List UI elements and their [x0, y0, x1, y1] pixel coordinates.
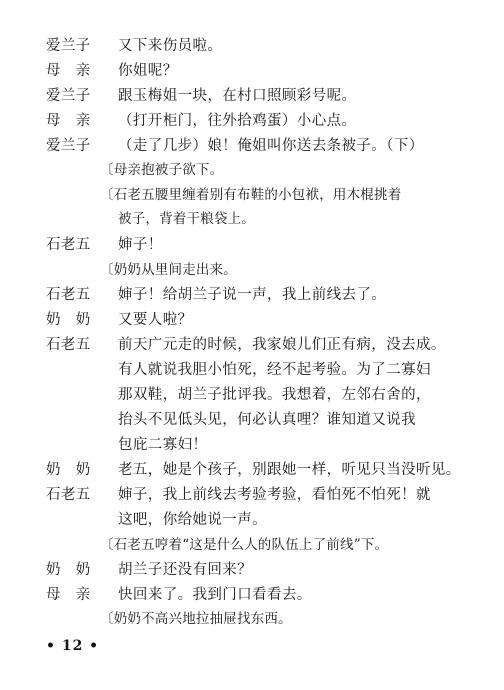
speaker-name: 奶 奶: [46, 462, 91, 478]
dialogue-line: 又下来伤员啦。: [118, 38, 223, 54]
dialogue-line: 这吧，你给她说一声。: [118, 512, 267, 528]
speaker-name: 母 亲: [46, 63, 91, 79]
speaker-name: 奶 奶: [46, 312, 91, 328]
dialogue-line: （走了几步）娘！俺姐叫你送去条被子。（下）: [118, 138, 424, 154]
dialogue-line: 有人就说我胆小怕死，经不起考验。为了二寡妇: [118, 362, 431, 378]
stage-direction: 〔奶奶从里间走出来。: [100, 262, 237, 278]
page-number: • 12 •: [46, 638, 100, 654]
stage-direction: 被子，背着干粮袋上。: [118, 211, 255, 227]
dialogue-line: （打开柜门，往外拾鸡蛋）小心点。: [118, 113, 357, 129]
dialogue-line: 快回来了。我到门口看看去。: [118, 587, 312, 603]
dialogue-line: 你姐呢？: [118, 63, 178, 79]
stage-direction: 〔母亲抱被子欲下。: [100, 162, 224, 178]
speaker-name: 爱兰子: [46, 38, 91, 54]
dialogue-line: 那双鞋，胡兰子批评我。我想着，左邻右舍的，: [118, 387, 431, 403]
dialogue-line: 前天广元走的时候，我家娘儿们正有病，没去成。: [118, 337, 446, 353]
dialogue-line: 婶子，我上前线去考验考验，看怕死不怕死！就: [118, 487, 431, 503]
speaker-name: 母 亲: [46, 587, 91, 603]
speaker-name: 爱兰子: [46, 88, 91, 104]
stage-direction: 〔石老五腰里缠着别有布鞋的小包袱，用木棍挑着: [100, 187, 402, 203]
dialogue-line: 老五，她是个孩子，别跟她一样，听见只当没听见。: [118, 462, 461, 478]
dialogue-line: 跟玉梅姐一块，在村口照顾彩号呢。: [118, 88, 357, 104]
dialogue-line: 婶子！给胡兰子说一声，我上前线去了。: [118, 287, 387, 303]
stage-direction: 〔奶奶不高兴地拉抽屉找东西。: [100, 611, 292, 627]
speaker-name: 石老五: [46, 237, 91, 253]
dialogue-line: 又要人啦？: [118, 312, 193, 328]
speaker-name: 石老五: [46, 487, 91, 503]
speaker-name: 石老五: [46, 337, 91, 353]
dialogue-line: 包庇二寡妇！: [118, 437, 208, 453]
dialogue-line: 抬头不见低头见，何必认真哩？谁知道又说我: [118, 412, 416, 428]
speaker-name: 母 亲: [46, 113, 91, 129]
speaker-name: 石老五: [46, 287, 91, 303]
dialogue-line: 胡兰子还没有回来？: [118, 562, 253, 578]
dialogue-line: 婶子！: [118, 237, 163, 253]
speaker-name: 爱兰子: [46, 138, 91, 154]
stage-direction: 〔石老五哼着“这是什么人的队伍上了前线”下。: [100, 537, 389, 553]
speaker-name: 奶 奶: [46, 562, 91, 578]
